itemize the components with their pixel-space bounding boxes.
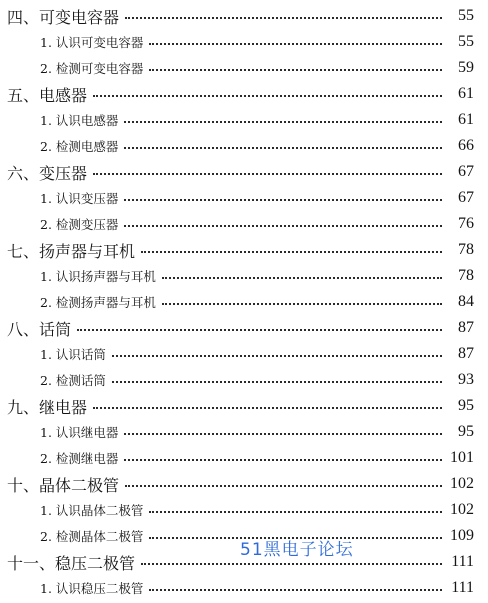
dot-leader bbox=[124, 121, 442, 123]
dot-leader bbox=[162, 303, 442, 305]
toc-section-title: 2. 检测晶体二极管 bbox=[40, 529, 144, 544]
dot-leader bbox=[125, 17, 442, 19]
dot-leader bbox=[149, 589, 442, 591]
dot-leader bbox=[112, 355, 442, 357]
toc-section-title: 1. 认识继电器 bbox=[40, 425, 119, 440]
toc-section-title: 1. 认识电感器 bbox=[40, 113, 119, 128]
toc-page-number: 76 bbox=[458, 215, 474, 232]
dot-leader bbox=[93, 95, 442, 97]
toc-section[interactable] bbox=[40, 185, 474, 211]
toc-chapter-title: 四、可变电容器 bbox=[7, 7, 120, 27]
toc-section-title: 1. 认识稳压二极管 bbox=[40, 581, 144, 596]
toc-page-number: 78 bbox=[458, 241, 474, 258]
toc-page-number: 93 bbox=[458, 371, 474, 388]
dot-leader bbox=[162, 277, 442, 279]
toc-section[interactable] bbox=[40, 497, 474, 523]
toc-page-number: 55 bbox=[458, 7, 474, 24]
toc-chapter[interactable] bbox=[7, 159, 474, 185]
dot-leader bbox=[124, 459, 442, 461]
dot-leader bbox=[112, 381, 442, 383]
toc-section[interactable] bbox=[40, 55, 474, 81]
dot-leader bbox=[149, 511, 442, 513]
toc-section[interactable] bbox=[40, 263, 474, 289]
toc-section[interactable] bbox=[40, 107, 474, 133]
toc-section-title: 1. 认识变压器 bbox=[40, 191, 119, 206]
toc-section-title: 1. 认识晶体二极管 bbox=[40, 503, 144, 518]
toc-chapter-title: 九、继电器 bbox=[7, 397, 88, 417]
toc-section[interactable] bbox=[40, 367, 474, 393]
toc-page-number: 66 bbox=[458, 137, 474, 154]
toc-page-number: 101 bbox=[450, 449, 474, 466]
dot-leader bbox=[149, 43, 442, 45]
toc-page-number: 111 bbox=[451, 553, 474, 570]
toc-page-number: 84 bbox=[458, 293, 474, 310]
toc-section-title: 1. 认识扬声器与耳机 bbox=[40, 269, 156, 284]
toc-section-title: 2. 检测扬声器与耳机 bbox=[40, 295, 156, 310]
toc-page-number: 59 bbox=[458, 59, 474, 76]
toc-section[interactable] bbox=[40, 289, 474, 315]
dot-leader bbox=[124, 147, 442, 149]
toc-chapter-title: 八、话筒 bbox=[7, 319, 72, 339]
dot-leader bbox=[125, 485, 442, 487]
dot-leader bbox=[141, 251, 442, 253]
toc-chapter[interactable] bbox=[7, 315, 474, 341]
dot-leader bbox=[93, 173, 442, 175]
toc-chapter-title: 五、电感器 bbox=[7, 85, 88, 105]
toc-page-number: 67 bbox=[458, 163, 474, 180]
toc-section[interactable] bbox=[40, 211, 474, 237]
toc-chapter[interactable] bbox=[7, 3, 474, 29]
toc-section-title: 2. 检测变压器 bbox=[40, 217, 119, 232]
toc-chapter-title: 六、变压器 bbox=[7, 163, 88, 183]
toc-section[interactable] bbox=[40, 29, 474, 55]
dot-leader bbox=[149, 69, 442, 71]
toc-page-number: 55 bbox=[458, 33, 474, 50]
toc-section-title: 1. 认识话筒 bbox=[40, 347, 106, 362]
toc-section[interactable] bbox=[40, 445, 474, 471]
toc-page-number: 95 bbox=[458, 423, 474, 440]
toc-chapter-title: 十、晶体二极管 bbox=[7, 475, 120, 495]
toc-page-number: 67 bbox=[458, 189, 474, 206]
toc-section[interactable] bbox=[40, 341, 474, 367]
toc-section-title: 2. 检测可变电容器 bbox=[40, 61, 144, 76]
dot-leader bbox=[124, 433, 442, 435]
toc-page-number: 111 bbox=[451, 579, 474, 596]
toc-page-number: 102 bbox=[450, 475, 474, 492]
toc-chapter[interactable] bbox=[7, 471, 474, 497]
toc-section[interactable] bbox=[40, 419, 474, 445]
toc-page-number: 87 bbox=[458, 345, 474, 362]
toc-page-number: 78 bbox=[458, 267, 474, 284]
toc-section[interactable] bbox=[40, 575, 474, 601]
dot-leader bbox=[93, 407, 442, 409]
toc-page-number: 109 bbox=[450, 527, 474, 544]
toc-section-title: 1. 认识可变电容器 bbox=[40, 35, 144, 50]
dot-leader bbox=[124, 199, 442, 201]
toc-chapter[interactable] bbox=[7, 81, 474, 107]
dot-leader bbox=[124, 225, 442, 227]
dot-leader bbox=[141, 563, 442, 565]
toc-page-number: 102 bbox=[450, 501, 474, 518]
toc-section-title: 2. 检测继电器 bbox=[40, 451, 119, 466]
toc-page-number: 87 bbox=[458, 319, 474, 336]
toc-section-title: 2. 检测话筒 bbox=[40, 373, 106, 388]
toc-page-number: 61 bbox=[458, 85, 474, 102]
toc-page-number: 61 bbox=[458, 111, 474, 128]
toc-chapter-title: 七、扬声器与耳机 bbox=[7, 241, 136, 261]
toc-page-number: 95 bbox=[458, 397, 474, 414]
toc-chapter-title: 十一、稳压二极管 bbox=[7, 553, 136, 573]
watermark: 51黑电子论坛 bbox=[240, 540, 354, 560]
toc-chapter[interactable] bbox=[7, 393, 474, 419]
toc-section-title: 2. 检测电感器 bbox=[40, 139, 119, 154]
dot-leader bbox=[77, 329, 442, 331]
toc-section[interactable] bbox=[40, 133, 474, 159]
toc-chapter[interactable] bbox=[7, 237, 474, 263]
